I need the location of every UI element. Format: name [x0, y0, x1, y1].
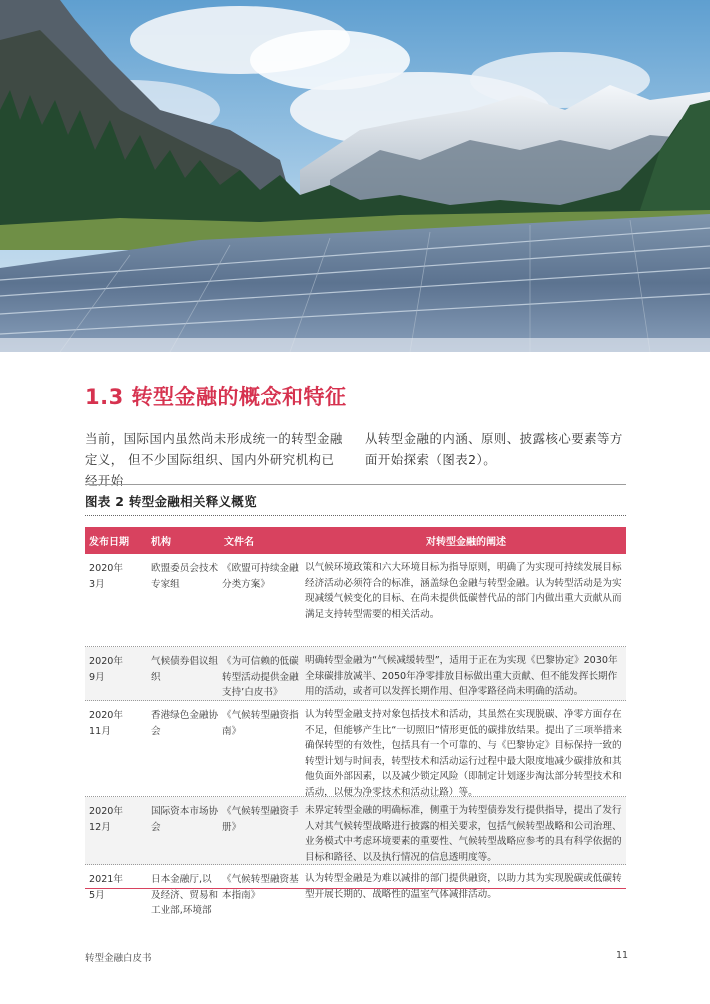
table-row: [85, 865, 626, 914]
cell-year: 2020年: [89, 563, 124, 574]
intro-paragraph-right: 从转型金融的内涵、原则、披露核心要素等方面开始探索（图表2）。: [365, 431, 623, 467]
cell-month: 3月: [89, 578, 105, 590]
cell-document: 《气候转型融资指南》: [222, 710, 299, 737]
cell-document: 《气候转型融资基本指南》: [222, 874, 299, 901]
cell-description: 认为转型金融是为难以减排的部门提供融资，以助力其为实现脱碳或低碳转型开展长期的、战略性的温室气体减排活动。: [305, 873, 622, 900]
cell-description: 认为转型金融支持对象包括技术和活动，其虽然在实现脱碳、净零方面存在不足，但能够产生比“一切照旧”情形更低的碳排放结果。提出了三项举措来确保转型的有效性，包括具有一个可靠的、与《巴黎协定》目标保持一致的转型计划与时间表，转型技术和活动运行过程中最大限度地减少碳排放和其他负面外部因素，以及减少锁定风险（即制定计划逐步淘汰部分转型技术和活动，以便为净零技术和活动让路）等。: [305, 709, 622, 798]
cell-month: 9月: [89, 671, 105, 683]
hero-photo: [0, 0, 710, 352]
cell-document: 《为可信赖的低碳转型活动提供金融支持’白皮书》: [222, 656, 299, 698]
cell-date: [85, 701, 147, 796]
cell-document: 《欧盟可持续金融分类方案》: [222, 563, 299, 590]
cell-date: [85, 865, 147, 914]
cell-org: 香港绿色金融协会: [151, 710, 219, 737]
cell-org: 欧盟委员会技术专家组: [151, 563, 219, 590]
figure-top-rule: [85, 484, 626, 485]
table-bottom-rule: [85, 888, 626, 889]
cell-document: 《气候转型融资手册》: [222, 806, 299, 833]
intro-paragraph-left: 当前，国际国内虽然尚未形成统一的转型金融定义， 但不少国际组织、国内外研究机构已经开始: [85, 431, 343, 488]
cell-org: 国际资本市场协会: [151, 806, 219, 833]
cell-month: 12月: [89, 821, 111, 833]
table-header: [85, 527, 626, 554]
figure-title-divider: [85, 515, 626, 516]
cell-description: 明确转型金融为“气候减缓转型”，适用于正在为实现《巴黎协定》2030年全球碳排放减半、2050年净零排放目标做出重大贡献、但不能发挥长期作用的活动，或者可以发挥长期作用、但净零路径尚未明确的活动。: [305, 655, 618, 697]
cell-date: [85, 797, 147, 864]
header-document: 文件名: [224, 537, 254, 548]
cell-month: 11月: [89, 725, 111, 737]
cell-org: 气候债券倡议组织: [151, 656, 219, 683]
cell-year: 2021年: [89, 874, 124, 885]
cell-year: 2020年: [89, 710, 124, 721]
footer-title: 转型金融白皮书: [85, 953, 152, 964]
definitions-table: [85, 527, 626, 914]
table-row: [85, 797, 626, 865]
header-description: 对转型金融的阐述: [426, 537, 506, 548]
figure-title: 图表 2 转型金融相关释义概览: [85, 494, 257, 509]
header-org: 机构: [151, 537, 171, 548]
page-number: 11: [616, 950, 629, 961]
table-row: [85, 647, 626, 701]
cell-date: [85, 647, 147, 700]
cell-year: 2020年: [89, 656, 124, 667]
table-row: [85, 701, 626, 797]
header-date: 发布日期: [89, 537, 129, 548]
cell-year: 2020年: [89, 806, 124, 817]
section-title: 1.3 转型金融的概念和特征: [85, 385, 347, 409]
cell-description: 以气候环境政策和六大环境目标为指导原则，明确了为实现可持续发展目标经济活动必须符合的标准，涵盖绿色金融与转型金融。认为转型活动是为实现减缓气候变化的目标、在尚未提供低碳替代品的部门内做出重大贡献从而满足支持转型需要的相关活动。: [305, 562, 622, 620]
cell-org: 日本金融厅,以及经济、贸易和工业部,环境部: [151, 874, 219, 916]
cell-month: 5月: [89, 889, 105, 901]
table-row: [85, 554, 626, 647]
cell-date: [85, 554, 147, 646]
cell-description: 未界定转型金融的明确标准，侧重于为转型债券发行提供指导，提出了发行人对其气候转型战略进行披露的相关要求，包括气候转型战略和公司治理、业务模式中考虑环境要素的重要性、气候转型战略应参考的具有科学依据的目标和路径、以及执行情况的信息透明度等。: [305, 805, 622, 863]
